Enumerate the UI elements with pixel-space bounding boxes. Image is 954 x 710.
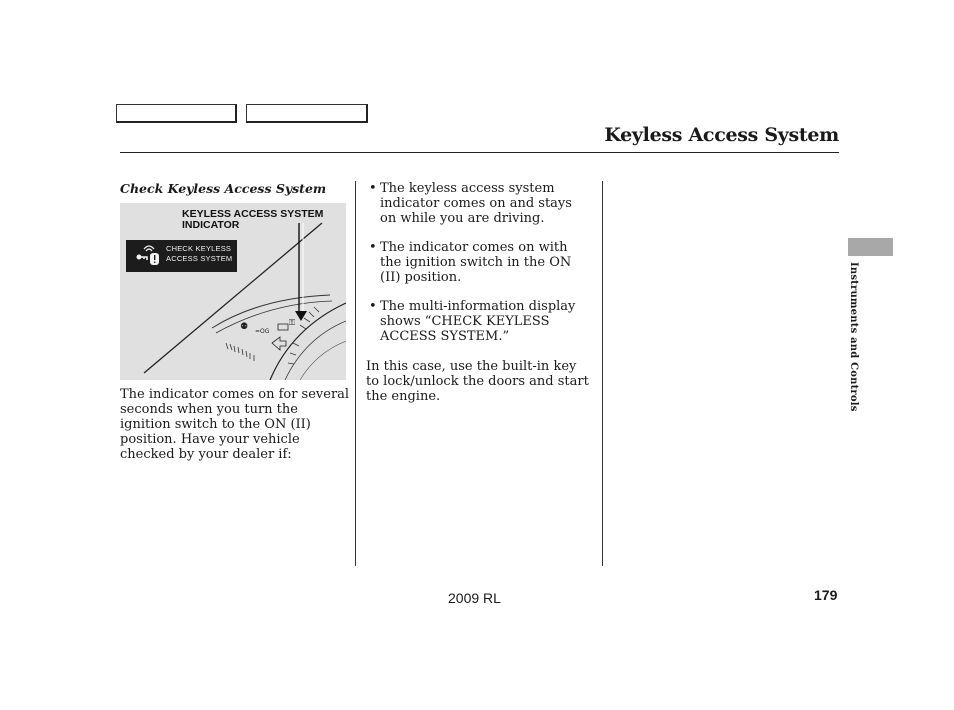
header-rule: [120, 152, 839, 153]
column-divider-2: [602, 181, 603, 566]
indicator-label: [182, 209, 323, 231]
index-button[interactable]: [246, 104, 368, 123]
middle-paragraph: In this case, use the built-in key to lock/unlock the doors and start the engine.: [366, 359, 589, 404]
section-tab-label: Instruments and Controls: [848, 262, 859, 412]
keyless-access-icon: [129, 242, 165, 270]
indicator-label-line1: KEYLESS ACCESS SYSTEM: [182, 208, 324, 220]
list-item: • The indicator comes on with the ignition switch in the ON (II) position.: [366, 240, 591, 285]
list-item: • The keyless access system indicator comes on and stays on while you are driving.: [366, 181, 591, 226]
display-message-line2: ACCESS SYSTEM: [166, 254, 233, 263]
footer-model: 2009 RL: [448, 590, 501, 606]
svg-text:⚿: ⚿: [289, 318, 296, 327]
column-divider-1: [355, 181, 356, 566]
dashboard-figure: [120, 203, 346, 380]
main-menu-button[interactable]: [116, 104, 237, 123]
condition-list: [366, 181, 591, 358]
left-paragraph: The indicator comes on for several seconds when you turn the ignition switch to the ON (II) position. Have your vehicle checked by your dealer if:: [120, 387, 350, 462]
page-number: 179: [814, 587, 838, 603]
list-item: • The multi-information display shows “CHECK KEYLESS ACCESS SYSTEM.”: [366, 299, 591, 344]
figure-caption: Check Keyless Access System: [120, 181, 327, 196]
display-message-line1: CHECK KEYLESS: [166, 244, 232, 253]
section-tab[interactable]: [848, 238, 893, 256]
svg-text:=OG: =OG: [255, 328, 270, 335]
svg-text:⚉: ⚉: [240, 322, 249, 332]
page-title: Keyless Access System: [604, 124, 839, 146]
indicator-label-line2: INDICATOR: [182, 219, 240, 231]
multi-information-display: [126, 240, 237, 272]
display-message: [166, 244, 232, 264]
